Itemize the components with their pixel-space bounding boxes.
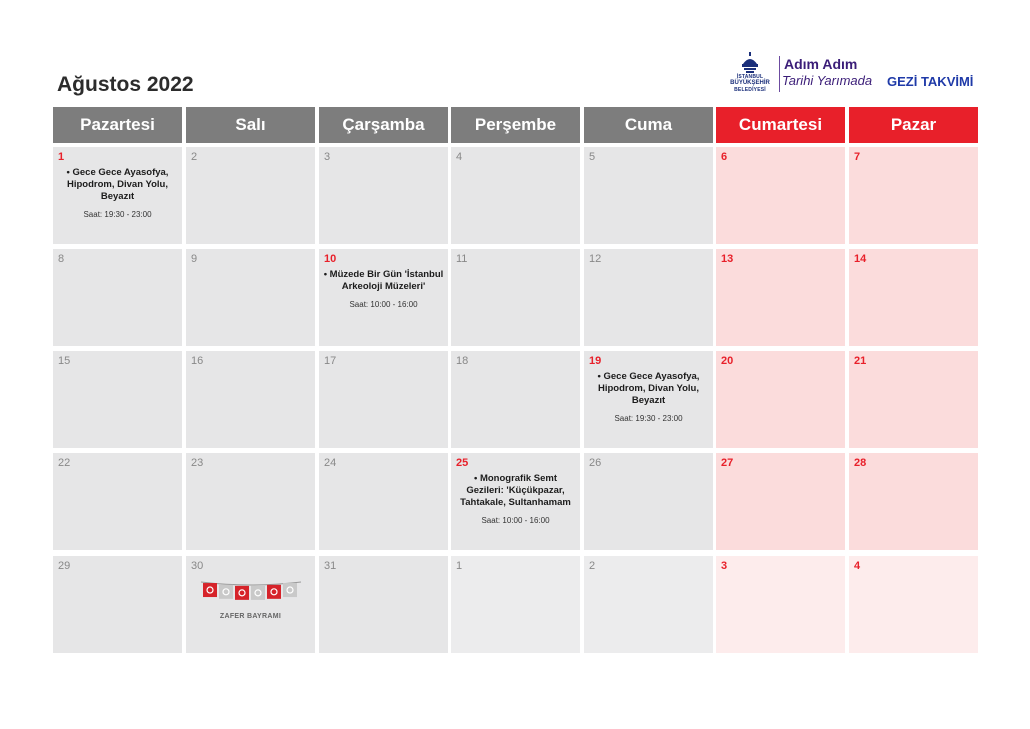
mosque-emblem-icon [739, 52, 761, 74]
day-cell[interactable] [849, 556, 978, 653]
day-number: 3 [721, 560, 728, 572]
day-cell[interactable] [53, 147, 182, 244]
day-cell[interactable] [451, 249, 580, 346]
day-cell[interactable] [584, 351, 713, 448]
day-number: 2 [589, 560, 596, 572]
day-number: 12 [589, 253, 602, 265]
day-number: 28 [854, 457, 867, 469]
day-cell[interactable] [849, 147, 978, 244]
day-cell[interactable] [53, 249, 182, 346]
event-title: • Müzede Bir Gün 'İstanbul Arkeoloji Müzeleri' [323, 269, 444, 292]
day-cell[interactable] [319, 147, 448, 244]
day-cell[interactable] [319, 453, 448, 550]
day-number: 17 [324, 355, 337, 367]
day-cell[interactable] [319, 249, 448, 346]
day-cell[interactable] [186, 147, 315, 244]
day-number: 4 [854, 560, 861, 572]
day-cell[interactable] [319, 556, 448, 653]
adim-adim-text: Adım Adım [784, 56, 858, 72]
day-number: 16 [191, 355, 204, 367]
day-cell[interactable] [186, 453, 315, 550]
weekday-header: Pazar [849, 107, 978, 143]
weekday-header: Pazartesi [53, 107, 182, 143]
day-number: 7 [854, 151, 861, 163]
day-number: 25 [456, 457, 469, 469]
holiday-entry [186, 578, 315, 620]
day-number: 9 [191, 253, 198, 265]
day-cell[interactable] [849, 249, 978, 346]
event-entry[interactable] [588, 371, 709, 425]
day-cell[interactable] [716, 453, 845, 550]
day-number: 31 [324, 560, 337, 572]
day-number: 4 [456, 151, 463, 163]
weekday-header: Çarşamba [319, 107, 448, 143]
ibb-line1: İSTANBUL [736, 74, 764, 80]
day-number: 11 [456, 253, 468, 265]
day-number: 18 [456, 355, 469, 367]
ibb-line2: BÜYÜKŞEHİR [730, 80, 770, 86]
day-cell[interactable] [186, 249, 315, 346]
day-cell[interactable] [584, 147, 713, 244]
day-cell[interactable] [319, 351, 448, 448]
event-entry[interactable] [57, 167, 178, 221]
event-time: Saat: 10:00 - 16:00 [481, 516, 550, 525]
day-cell[interactable] [186, 556, 315, 653]
day-number: 3 [324, 151, 331, 163]
day-cell[interactable] [716, 556, 845, 653]
day-number: 27 [721, 457, 734, 469]
day-number: 1 [58, 151, 65, 163]
flag-bunting-icon [199, 578, 303, 602]
event-time: Saat: 19:30 - 23:00 [83, 210, 152, 219]
branding [724, 52, 979, 102]
day-number: 30 [191, 560, 204, 572]
page-title: Ağustos 2022 [57, 73, 194, 96]
event-entry[interactable] [455, 473, 576, 527]
day-cell[interactable] [849, 351, 978, 448]
day-cell[interactable] [584, 249, 713, 346]
day-number: 6 [721, 151, 728, 163]
holiday-label: ZAFER BAYRAMI [219, 613, 282, 620]
weekday-header: Cuma [584, 107, 713, 143]
day-cell[interactable] [451, 556, 580, 653]
event-time: Saat: 10:00 - 16:00 [349, 300, 418, 309]
day-number: 14 [854, 253, 867, 265]
logo-separator [779, 56, 780, 92]
day-number: 23 [191, 457, 204, 469]
gezi-takvimi-text: GEZİ TAKVİMİ [887, 74, 974, 89]
day-cell[interactable] [451, 351, 580, 448]
weekday-header: Perşembe [451, 107, 580, 143]
day-cell[interactable] [186, 351, 315, 448]
weekday-header: Cumartesi [716, 107, 845, 143]
day-number: 29 [58, 560, 71, 572]
day-cell[interactable] [584, 556, 713, 653]
day-number: 20 [721, 355, 734, 367]
ibb-line3: BELEDİYESİ [734, 87, 766, 93]
day-cell[interactable] [53, 453, 182, 550]
day-cell[interactable] [584, 453, 713, 550]
day-cell[interactable] [451, 147, 580, 244]
day-cell[interactable] [53, 351, 182, 448]
event-entry[interactable] [323, 269, 444, 311]
day-number: 24 [324, 457, 337, 469]
day-number: 15 [58, 355, 71, 367]
event-title: • Gece Gece Ayasofya, Hipodrom, Divan Yolu, Beyazıt [66, 167, 169, 202]
day-number: 21 [854, 355, 867, 367]
day-number: 26 [589, 457, 602, 469]
day-cell[interactable] [849, 453, 978, 550]
day-number: 8 [58, 253, 65, 265]
day-cell[interactable] [716, 249, 845, 346]
day-number: 10 [324, 253, 337, 265]
event-time: Saat: 19:30 - 23:00 [614, 414, 683, 423]
event-title: • Monografik Semt Gezileri: 'Küçükpazar, Tahtakale, Sultanhamam [460, 473, 571, 508]
day-cell[interactable] [716, 351, 845, 448]
day-number: 1 [456, 560, 463, 572]
day-number: 22 [58, 457, 71, 469]
day-number: 2 [191, 151, 198, 163]
day-cell[interactable] [451, 453, 580, 550]
day-number: 19 [589, 355, 602, 367]
weekday-header: Salı [186, 107, 315, 143]
day-number: 5 [589, 151, 596, 163]
day-number: 13 [721, 253, 734, 265]
event-title: • Gece Gece Ayasofya, Hipodrom, Divan Yolu, Beyazıt [597, 371, 700, 406]
day-cell[interactable] [53, 556, 182, 653]
day-cell[interactable] [716, 147, 845, 244]
ibb-logo [724, 52, 776, 98]
tarihi-yarimada-text: Tarihi Yarımada [782, 73, 873, 88]
